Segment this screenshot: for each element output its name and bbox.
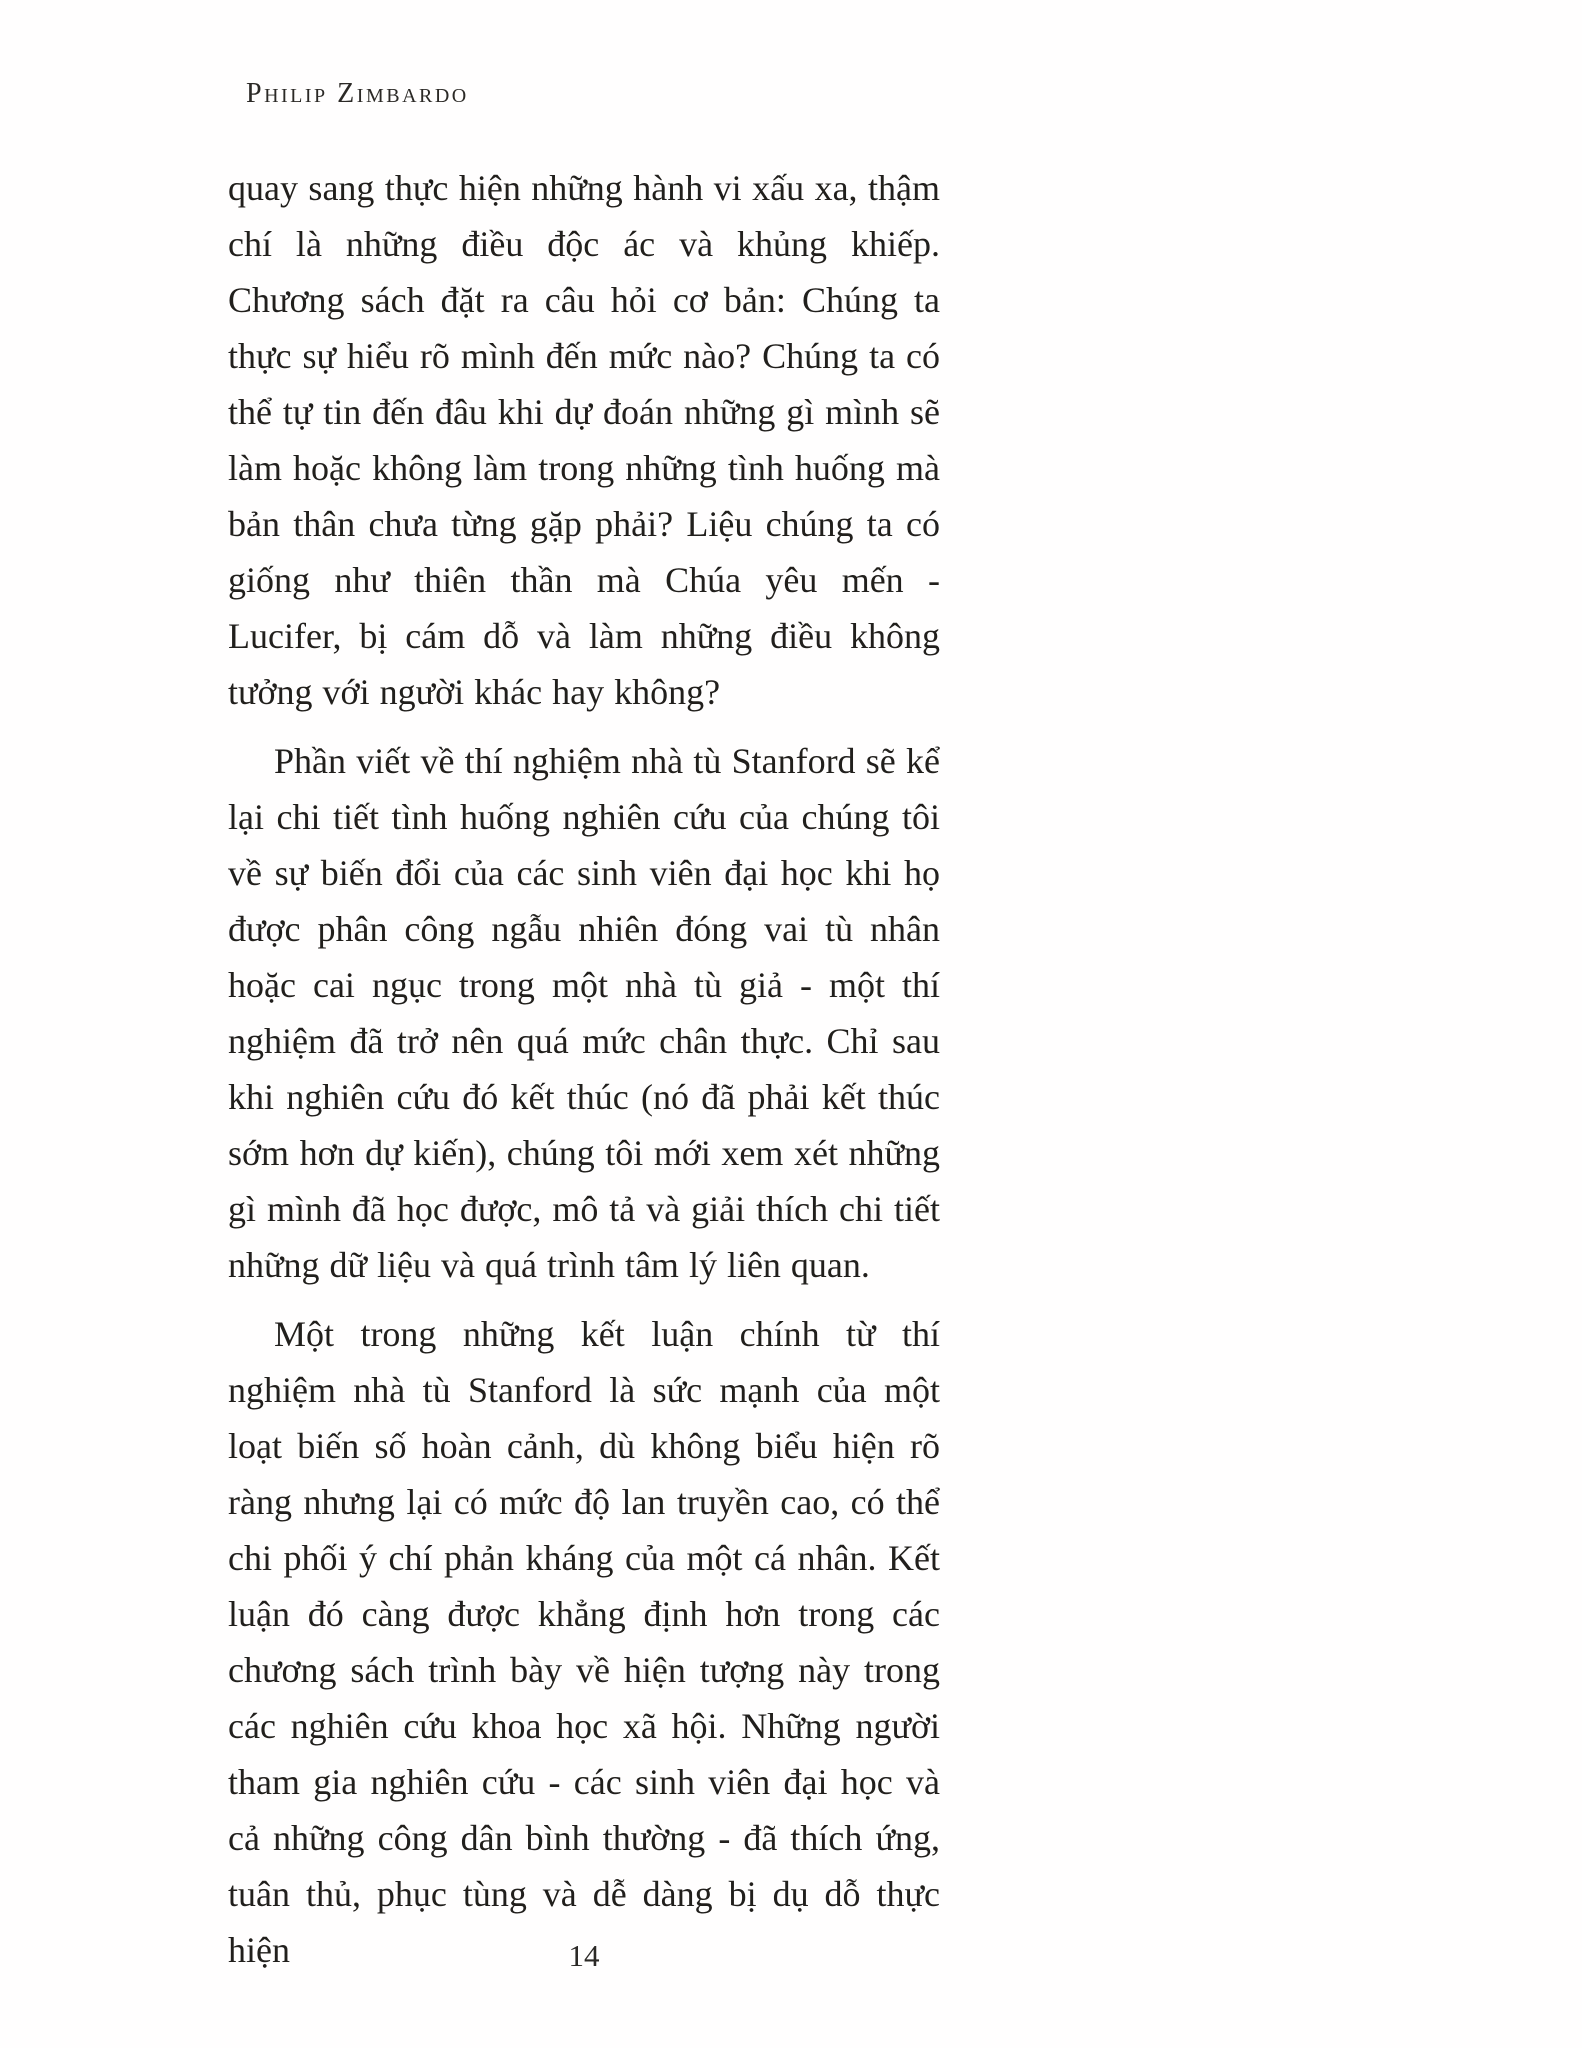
page-number: 14 — [568, 1938, 600, 1973]
paragraph-conclusions: Một trong những kết luận chính từ thí nghiệm nhà tù Stanford là sức mạnh của một loạt biến số hoàn cảnh, dù không biểu hiện rõ ràng nhưng lại có mức độ lan truyền cao, có thể chi phối ý chí phản kháng của một cá nhân. Kết luận đó càng được khẳng định hơn trong các chương sách trình bày về hiện tượng này trong các nghiên cứu khoa học xã hội. Những người tham gia nghiên cứu - các sinh viên đại học và cả những công dân bình thường - đã thích ứng, tuân thủ, phục tùng và dễ dàng bị dụ dỗ thực hiện — [228, 1314, 940, 1970]
running-header-author: Philip Zimbardo — [246, 78, 469, 109]
body-text-block — [228, 160, 940, 1978]
paragraph-stanford-experiment: Phần viết về thí nghiệm nhà tù Stanford sẽ kể lại chi tiết tình huống nghiên cứu của chúng tôi về sự biến đổi của các sinh viên đại học khi họ được phân công ngẫu nhiên đóng vai tù nhân hoặc cai ngục trong một nhà tù giả - một thí nghiệm đã trở nên quá mức chân thực. Chỉ sau khi nghiên cứu đó kết thúc (nó đã phải kết thúc sớm hơn dự kiến), chúng tôi mới xem xét những gì mình đã học được, mô tả và giải thích chi tiết những dữ liệu và quá trình tâm lý liên quan. — [228, 741, 940, 1285]
paragraph-continuation: quay sang thực hiện những hành vi xấu xa, thậm chí là những điều độc ác và khủng khiếp. Chương sách đặt ra câu hỏi cơ bản: Chúng ta thực sự hiểu rõ mình đến mức nào? Chúng ta có thể tự tin đến đâu khi dự đoán những gì mình sẽ làm hoặc không làm trong những tình huống mà bản thân chưa từng gặp phải? Liệu chúng ta có giống như thiên thần mà Chúa yêu mến - Lucifer, bị cám dỗ và làm những điều không tưởng với người khác hay không? — [228, 168, 940, 712]
page-footer — [228, 1938, 940, 1974]
